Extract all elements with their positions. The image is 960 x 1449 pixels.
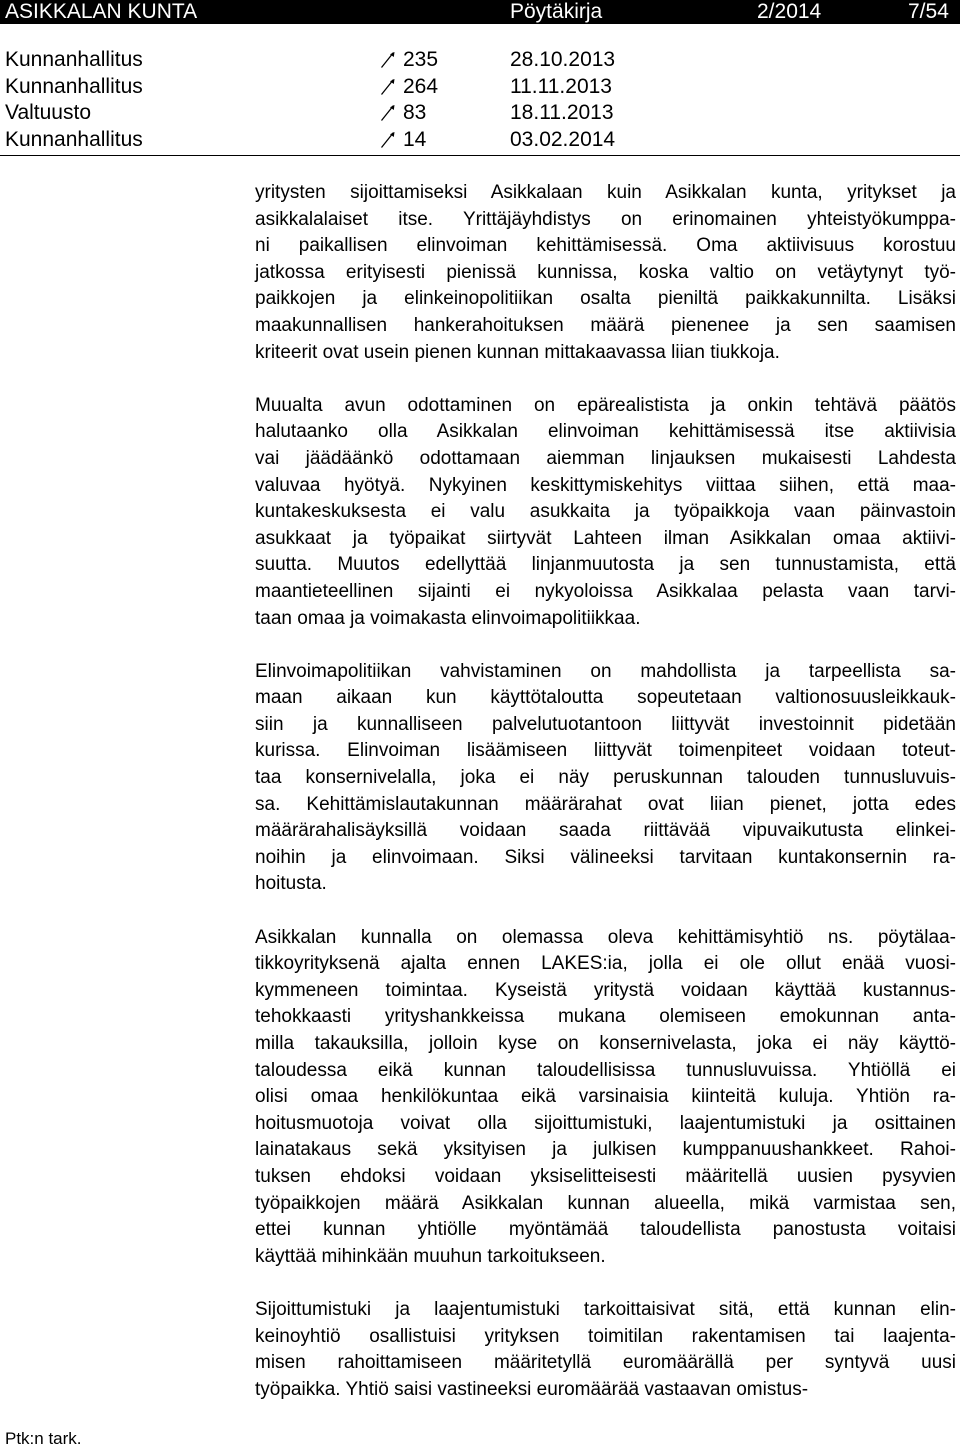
reference-list (0, 47, 960, 153)
paragraph-line: määrärahalisäyksillä voidaan saada riittävää vipuvaikutusta elinkei- (255, 820, 956, 842)
reference-section: 14 (403, 127, 427, 151)
paragraph-line: käyttää mihinkään muuhun tarkoitukseen. (255, 1245, 606, 1267)
paragraph-line: noihin ja elinvoimaan. Siksi välineeksi tarvitaan kuntakonsernin ra- (255, 846, 956, 868)
paragraph-line: maan aikaan kun käyttötaloutta sopeutetaan valtionosuusleikkauk- (255, 687, 956, 709)
paragraph-line: Sijoittumistuki ja laajentumistuki tarkoittaisivat sitä, että kunnan elin- (255, 1298, 956, 1320)
paragraph-line: ni paikallisen elinvoiman kehittämisessä. Oma aktiivisuus korostuu (255, 235, 956, 257)
document-number: 2/2014 (757, 0, 822, 23)
paragraph-line: sa. Kehittämislautakunnan määrärahat ovat liian pienet, jotta edes (255, 793, 956, 815)
paragraph-line: taa konsernivelalla, joka ei näy peruskunnan talouden tunnusluvuis- (255, 767, 956, 789)
reference-date: 28.10.2013 (510, 48, 616, 71)
paragraph-line: tikkoyrityksenä ajalta ennen LAKES:ia, jolla ei ole ollut enää vuosi- (255, 953, 956, 975)
reference-section: 83 (403, 101, 427, 125)
paragraph-line: siin ja kunnalliseen palvelutuotantoon liittyvät investoinnit pidetään (255, 713, 956, 735)
paragraph-line: maakunnallisen hankerahoituksen määrä pienenee ja sen saamisen (255, 314, 956, 336)
paragraph-line: maantieteellinen sijainti ei nykyoloissa Asikkalaa pelasta vaan tarvi- (255, 580, 956, 602)
arrow-icon (381, 105, 395, 121)
page-header (0, 0, 960, 24)
paragraph-line: valuvaa hyötyä. Nykyinen keskittymiskehitys viittaa siihen, että maa- (255, 474, 956, 496)
reference-body: Valtuusto (5, 101, 91, 125)
paragraph-line: kurissa. Elinvoiman lisäämiseen liittyvät toimenpiteet voidaan toteut- (255, 740, 956, 762)
paragraph-line: suutta. Muutos edellyttää linjanmuutosta ja sen tunnustamista, että (255, 554, 956, 576)
footer-label: Ptk:n tark. (5, 1429, 82, 1448)
paragraph-line: kymmeneen toimintaa. Kyseistä yritystä voidaan käyttää kustannus- (255, 979, 956, 1001)
paragraph-line: työpaikka. Yhtiö saisi vastineeksi euromäärää vastaavan omistus- (255, 1378, 809, 1400)
reference-row (0, 100, 960, 127)
reference-body: Kunnanhallitus (5, 127, 143, 151)
paragraph-line: ettei kunnan yhtiölle myöntämää taloudellista panostusta voitaisi (255, 1219, 956, 1241)
paragraph-line: taloudessa eikä kunnan taloudellisissa tunnusluvuissa. Yhtiöllä ei (255, 1059, 956, 1081)
paragraph-line: tuksen ehdoksi voidaan yksiselitteisesti määritellä uusien pysyvien (255, 1165, 956, 1187)
paragraph-line: hoitusta. (255, 873, 327, 895)
reference-row (0, 127, 960, 154)
reference-body: Kunnanhallitus (5, 48, 143, 71)
paragraph-line: paikkojen ja elinkeinopolitiikan osalta pieniltä paikkakunnilta. Lisäksi (255, 288, 956, 310)
paragraph-line: vai jäädäänkö odottamaan aiemman linjauksen mukaisesti Lahdesta (255, 447, 956, 469)
body-paragraph (255, 659, 956, 898)
paragraph-line: jatkossa erityisesti pienissä kunnissa, koska valtio on vetäytynyt työ- (255, 261, 956, 283)
paragraph-line: taan omaa ja voimakasta elinvoimapolitiikkaa. (255, 607, 641, 629)
arrow-icon (381, 132, 395, 148)
paragraph-line: asukkaat ja työpaikat siirtyvät Lahteen ilman Asikkalan omaa aktiivi- (255, 527, 956, 549)
paragraph-line: asikkalalaiset itse. Yrittäjäyhdistys on erinomainen yhteistyökumppa- (255, 208, 956, 230)
paragraph-line: kriteerit ovat usein pienen kunnan mittakaavassa liian tiukkoja. (255, 341, 780, 363)
document-type: Pöytäkirja (510, 0, 603, 23)
page-number: 7/54 (908, 0, 949, 23)
body-paragraph (255, 1297, 956, 1403)
paragraph-line: Elinvoimapolitiikan vahvistaminen on mahdollista ja tarpeellista sa- (255, 660, 956, 682)
arrow-icon (381, 52, 395, 68)
municipality-name: ASIKKALAN KUNTA (5, 0, 198, 23)
paragraph-line: yritysten sijoittamiseksi Asikkalaan kuin Asikkalan kunta, yritykset ja (255, 182, 956, 203)
paragraph-line: olisi omaa henkilökuntaa eikä varsinaisia kiinteitä kuluja. Yhtiön ra- (255, 1086, 956, 1108)
document-body (255, 180, 956, 1430)
paragraph-line: lainatakaus sekä yksityisen ja julkisen kumppanuushankkeet. Rahoi- (255, 1139, 956, 1161)
paragraph-line: kuntakeskuksesta ei valu asukkaita ja työpaikkoja vaan päinvastoin (255, 501, 956, 523)
paragraph-line: Asikkalan kunnalla on olemassa oleva kehittämisyhtiö ns. pöytälaa- (255, 926, 956, 948)
paragraph-line: keinoyhtiö osallistuisi yrityksen toimitilan rakentamisen tai laajenta- (255, 1325, 956, 1347)
paragraph-line: misen rahoittamiseen määritetyllä euromäärällä per syntyvä uusi (255, 1352, 956, 1374)
reference-date: 11.11.2013 (510, 74, 612, 98)
reference-date: 18.11.2013 (510, 101, 614, 125)
reference-row (0, 47, 960, 74)
paragraph-line: tehokkaasti yrityshankkeissa mukana olemiseen emokunnan anta- (255, 1006, 956, 1028)
reference-date: 03.02.2014 (510, 127, 616, 151)
reference-section: 235 (403, 48, 439, 71)
paragraph-line: työpaikkojen määrä Asikkalan kunnan alueella, mikä varmistaa sen, (255, 1192, 956, 1214)
paragraph-line: Muualta avun odottaminen on epärealistista ja onkin tehtävä päätös (255, 394, 956, 416)
body-paragraph (255, 180, 956, 366)
body-paragraph (255, 393, 956, 632)
reference-row (0, 74, 960, 101)
arrow-icon (381, 79, 395, 95)
body-paragraph (255, 925, 956, 1271)
paragraph-line: hoitusmuotoja voivat olla sijoittumistuki, laajentumistuki ja osittainen (255, 1112, 956, 1134)
paragraph-line: milla takauksilla, jolloin kyse on konsernivelasta, joka ei näy käyttö- (255, 1033, 956, 1054)
paragraph-line: halutaanko olla Asikkalan elinvoiman kehittämisessä itse aktiivisia (255, 421, 956, 443)
reference-body: Kunnanhallitus (5, 74, 143, 98)
reference-section: 264 (403, 74, 439, 98)
reference-divider (0, 155, 960, 156)
